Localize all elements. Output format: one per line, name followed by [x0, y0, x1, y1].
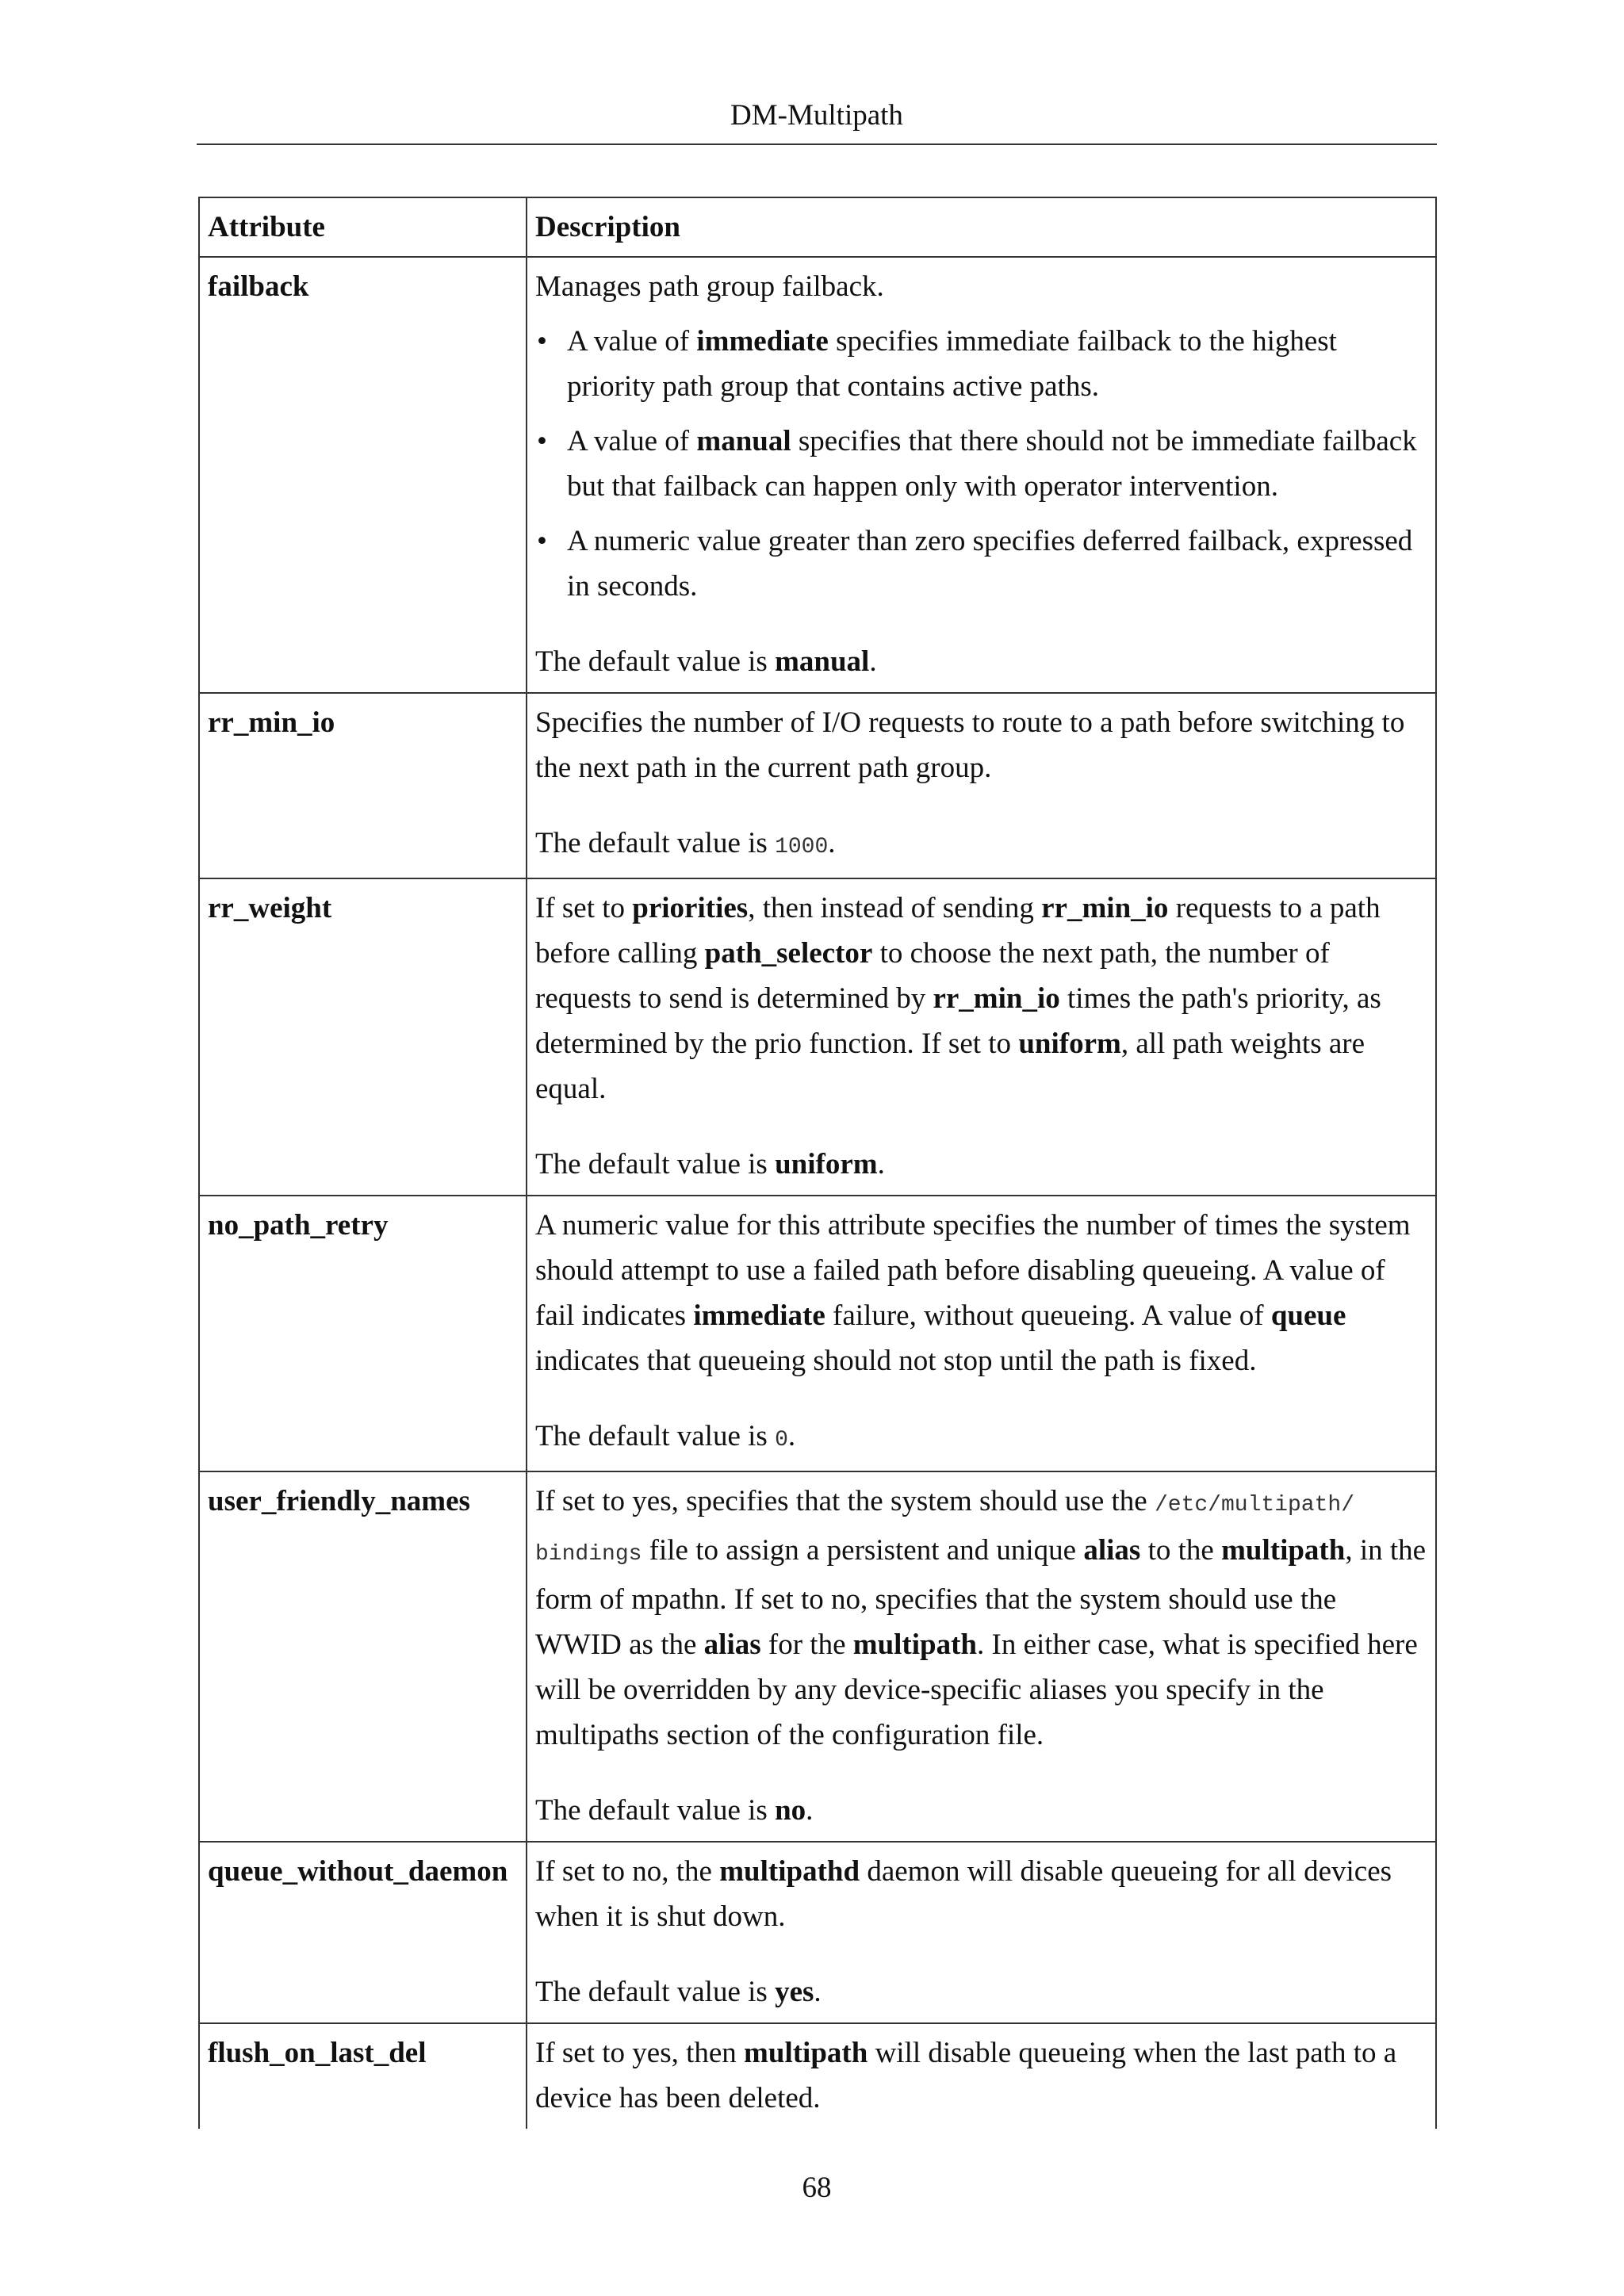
attribute-name: rr_weight: [199, 878, 527, 1196]
description-text: If set to no, the multipathd daemon will disable queueing for all devices when it is shut down.: [535, 1855, 1392, 1933]
table-row: [199, 878, 1436, 1196]
table-row: [199, 257, 1436, 693]
header-divider: [197, 144, 1437, 145]
attribute-description: [527, 2023, 1436, 2129]
column-header-attribute: Attribute: [199, 197, 527, 257]
description-text: Specifies the number of I/O requests to route to a path before switching to the next path in the current path group.: [535, 706, 1405, 784]
attribute-table: [198, 197, 1437, 2129]
attribute-description: [527, 1842, 1436, 2023]
description-text: A numeric value for this attribute specifies the number of times the system should attempt to use a failed path before disabling queueing. A value of fail indicates immediate failure, without queueing. A value of queue indicates that queueing should not stop until the path is fixed.: [535, 1209, 1411, 1377]
option-list: [535, 319, 1427, 609]
page-header-title: DM-Multipath: [730, 99, 903, 132]
description-text: If set to yes, specifies that the system should use the /etc/multipath/ bindings file to assign a persistent and unique alias to the multipath, in the form of mpathn. If set to no, specifies that the system should use the WWID as the alias for the multipath. In either case, what is specified here will be overridden by any device-specific aliases you specify in the multipaths section of the configuration file.: [535, 1485, 1427, 1751]
default-value-text: The default value is 0.: [535, 1420, 796, 1452]
default-value-text: The default value is yes.: [535, 1976, 822, 2008]
default-value-text: The default value is 1000.: [535, 827, 836, 859]
attribute-description: [527, 878, 1436, 1196]
table-row: [199, 1471, 1436, 1842]
table-row: [199, 2023, 1436, 2129]
description-text: If set to yes, then multipath will disable queueing when the last path to a device has been deleted.: [535, 2037, 1397, 2114]
default-value-text: The default value is uniform.: [535, 1148, 885, 1181]
table-row: [199, 1196, 1436, 1471]
table-row: [199, 1842, 1436, 2023]
attribute-name: queue_without_daemon: [199, 1842, 527, 2023]
attribute-description: [527, 257, 1436, 693]
attribute-description: [527, 1196, 1436, 1471]
default-value-text: The default value is manual.: [535, 645, 877, 678]
attribute-name: failback: [199, 257, 527, 693]
table-header-row: [199, 197, 1436, 257]
description-text: If set to priorities, then instead of sending rr_min_io requests to a path before calling path_selector to choose the next path, the number of requests to send is determined by rr_min_io times the path's priority, as determined by the prio function. If set to uniform, all path weights are equal.: [535, 892, 1381, 1105]
list-item: • A value of manual specifies that there should not be immediate failback but that failback can happen only with operator intervention.: [535, 419, 1427, 509]
attribute-description: [527, 693, 1436, 878]
list-item: • A value of immediate specifies immediate failback to the highest priority path group that contains active paths.: [535, 319, 1427, 409]
attribute-name: flush_on_last_del: [199, 2023, 527, 2129]
column-header-description: Description: [527, 197, 1436, 257]
table-row: [199, 693, 1436, 878]
page-number: 68: [802, 2172, 832, 2204]
attribute-name: user_friendly_names: [199, 1471, 527, 1842]
attribute-name: no_path_retry: [199, 1196, 527, 1471]
list-item: • A numeric value greater than zero specifies deferred failback, expressed in seconds.: [535, 519, 1427, 609]
default-value-text: The default value is no.: [535, 1794, 814, 1827]
attribute-name: rr_min_io: [199, 693, 527, 878]
description-intro: Manages path group failback.: [535, 270, 884, 303]
attribute-description: [527, 1471, 1436, 1842]
